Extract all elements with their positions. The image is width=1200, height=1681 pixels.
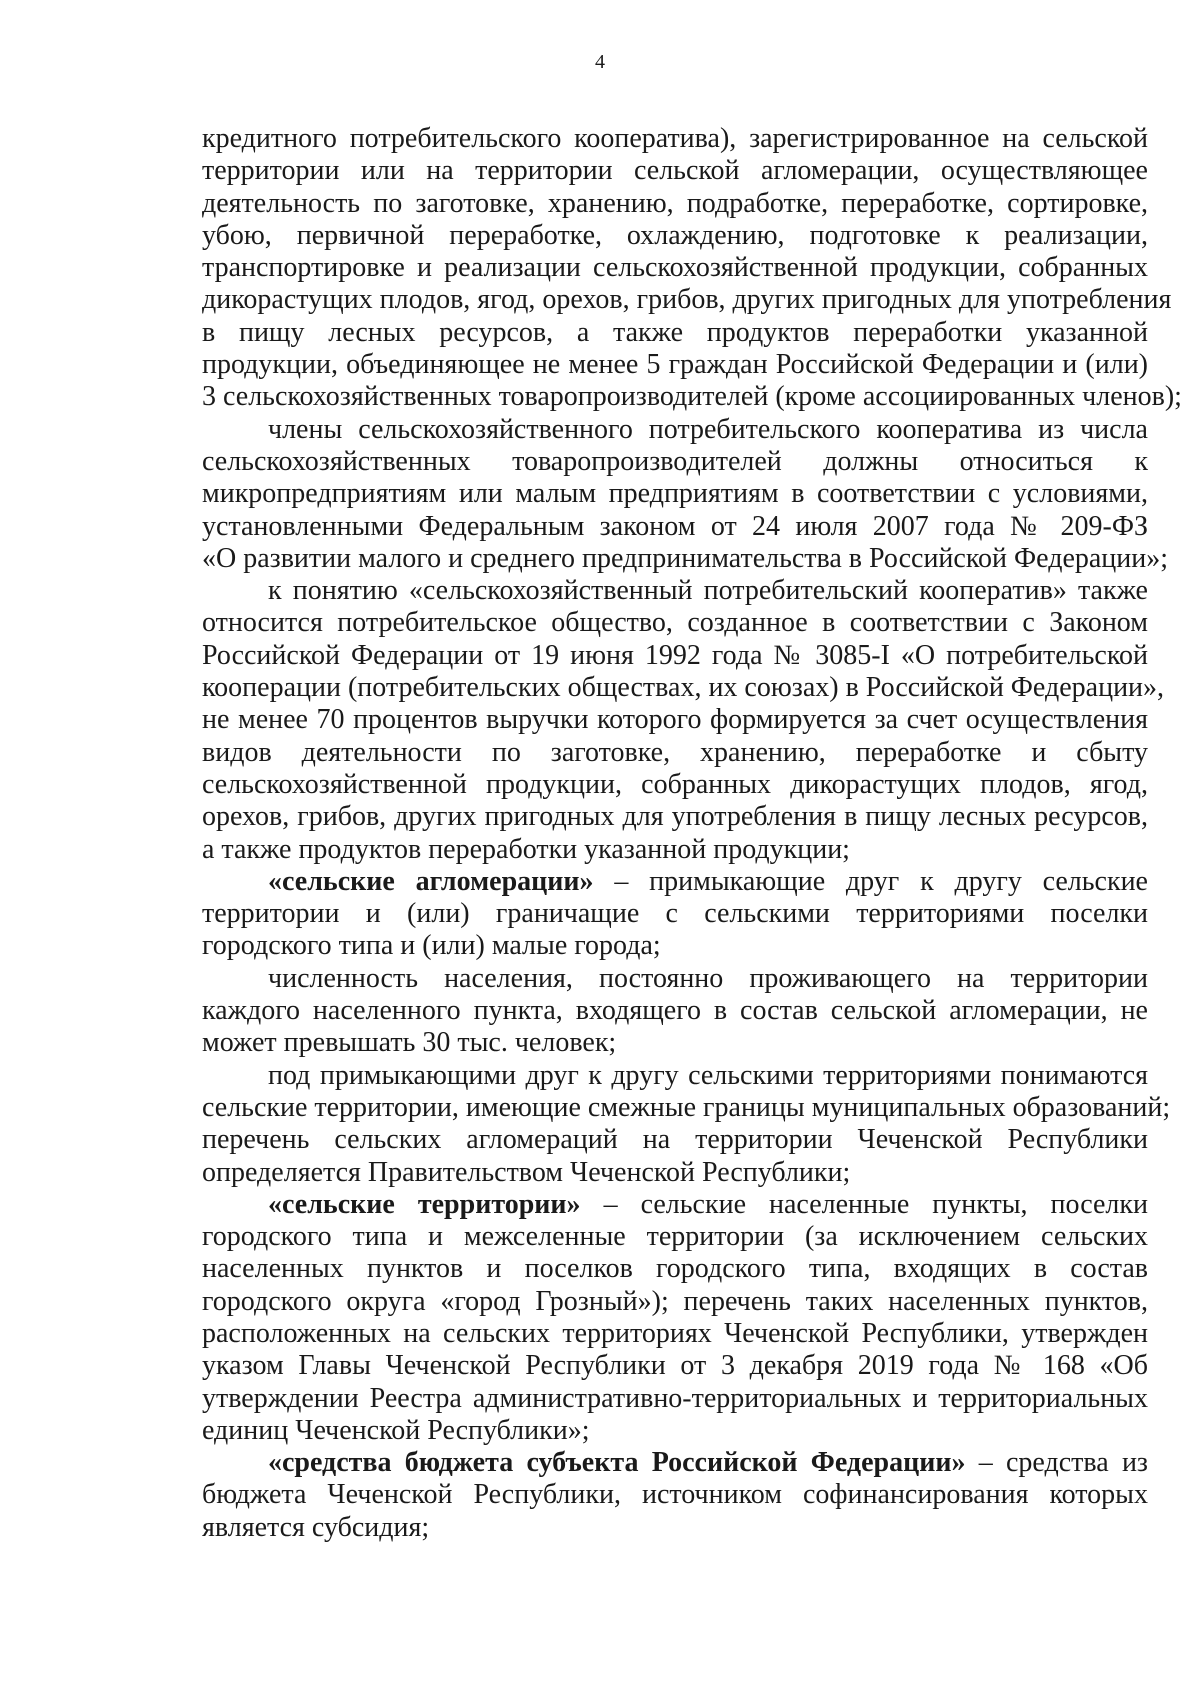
line-text: кредитного потребительского кооператива), зарегистрированное на сельской [202,123,1148,154]
text-line [202,1286,1148,1318]
text-line [202,1350,1148,1382]
text-line [202,1318,1148,1350]
text-line [202,284,1172,316]
text-line [202,1383,1148,1415]
text-line [202,1415,1148,1447]
defined-term: «сельские агломерации» [268,865,594,897]
text-line [202,607,1148,639]
text-line [202,511,1148,543]
text-line [202,381,1182,413]
line-text: расположенных на сельских территориях Чеченской Республики, утвержден [202,1317,1148,1349]
paragraph [202,575,1165,866]
text-line [202,349,1148,381]
text-line [202,1091,1171,1124]
line-text: сельскохозяйственной продукции, собранных дикорастущих плодов, ягод, [202,768,1148,800]
line-text: территории или на территории сельской агломерации, осуществляющее [202,155,1148,187]
text-line [202,123,1148,155]
line-text: а также продуктов переработки указанной продукции; [202,833,850,865]
line-text: в пищу лесных ресурсов, а также продуктов переработки указанной [202,316,1148,348]
line-text: «О развитии малого и среднего предпринимательства в Российской Федерации»; [202,542,1169,574]
text-line [202,542,1169,575]
line-text: кооперации (потребительских обществах, их союзах) в Российской Федерации», [202,672,1165,704]
text-line [202,930,1148,962]
line-text: указом Главы Чеченской Республики от 3 декабря 2019 года № 168 «Об [202,1350,1148,1382]
line-text: утверждении Реестра административно-территориальных и территориальных [202,1382,1148,1414]
line-text: может превышать 30 тыс. человек; [202,1027,617,1059]
text-line [202,1027,1148,1059]
text-line [202,704,1148,736]
text-line [202,1221,1148,1253]
text-line [202,1060,1148,1092]
line-text: единиц Чеченской Республики»; [202,1414,590,1446]
paragraph [202,1189,1148,1447]
text-line [202,737,1148,769]
text-line [202,1253,1148,1285]
line-text: территории и (или) граничащие с сельскими территориями поселки [202,898,1148,930]
line-text: не менее 70 процентов выручки которого формируется за счет осуществления [202,704,1148,736]
line-text: деятельность по заготовке, хранению, подработке, переработке, сортировке, [202,187,1148,219]
line-text: дикорастущих плодов, ягод, орехов, грибов, других пригодных для употребления [202,284,1172,316]
line-text: сельскохозяйственных товаропроизводителей должны относиться к [202,445,1148,477]
text-line [202,317,1148,349]
line-text: бюджета Чеченской Республики, источником софинансирования которых [202,1479,1148,1511]
page-number: 4 [595,51,605,73]
line-text: численность населения, постоянно проживающего на территории [268,962,1148,994]
line-text: орехов, грибов, других пригодных для употребления в пищу лесных ресурсов, [202,801,1148,833]
document-body [202,123,1182,1544]
text-line [202,801,1148,833]
paragraph [202,123,1182,414]
line-text: под примыкающими друг к другу сельскими территориями понимаются [268,1059,1148,1091]
line-text: городского округа «город Грозный»); перечень таких населенных пунктов, [202,1285,1148,1317]
paragraph [202,963,1148,1060]
text-line [202,414,1148,446]
paragraph [202,1447,1148,1544]
paragraph [202,866,1148,963]
line-text: убою, первичной переработке, охлаждению, подготовке к реализации, [202,219,1148,251]
defined-term: «сельские территории» [268,1188,581,1220]
line-text: микропредприятиям или малым предприятиям в соответствии с условиями, [202,478,1148,510]
text-line [202,220,1148,252]
text-line [202,1189,1148,1221]
line-text: члены сельскохозяйственного потребительского кооператива из числа [268,413,1148,445]
line-text: – сельские населенные пункты, поселки [580,1188,1148,1220]
line-text: перечень сельских агломераций на территории Чеченской Республики [202,1124,1148,1156]
text-line [202,640,1148,672]
text-line [202,866,1148,898]
text-line [202,769,1148,801]
line-text: городского типа и (или) малые города; [202,930,661,962]
text-line [202,1124,1148,1156]
line-text: видов деятельности по заготовке, хранению, переработке и сбыту [202,736,1148,768]
text-line [202,575,1148,607]
text-line [202,995,1148,1027]
text-line [202,1157,1148,1189]
text-line [202,898,1148,930]
line-text: – примыкающие друг к другу сельские [593,865,1148,897]
text-line [202,478,1148,510]
line-text: каждого населенного пункта, входящего в состав сельской агломерации, не [202,995,1148,1027]
line-text: определяется Правительством Чеченской Республики; [202,1156,851,1188]
paragraph [202,1059,1171,1189]
line-text: продукции, объединяющее не менее 5 граждан Российской Федерации и (или) [202,349,1148,381]
line-text: городского типа и межселенные территории (за исключением сельских [202,1221,1148,1253]
paragraph [202,413,1169,575]
line-text: сельские территории, имеющие смежные границы муниципальных образований; [202,1091,1171,1123]
text-line [202,446,1148,478]
line-text: Российской Федерации от 19 июня 1992 года № 3085-I «О потребительской [202,639,1148,671]
line-text: установленными Федеральным законом от 24 июля 2007 года № 209-ФЗ [202,510,1148,542]
line-text: является субсидия; [202,1511,430,1543]
text-line [202,155,1148,187]
text-line [202,963,1148,995]
text-line [202,252,1148,284]
text-line [202,1512,1148,1544]
line-text: 3 сельскохозяйственных товаропроизводителей (кроме ассоциированных членов); [202,381,1182,413]
text-line [202,834,1148,866]
line-text: к понятию «сельскохозяйственный потребительский кооператив» также [268,575,1148,607]
line-text: относится потребительское общество, созданное в соответствии с Законом [202,607,1148,639]
text-line [202,672,1165,704]
text-line [202,1479,1148,1511]
text-line [202,1447,1148,1479]
line-text: населенных пунктов и поселков городского типа, входящих в состав [202,1253,1148,1285]
defined-term: «средства бюджета субъекта Российской Федерации» [268,1447,966,1479]
line-text: транспортировке и реализации сельскохозяйственной продукции, собранных [202,252,1148,284]
line-text: – средства из [965,1447,1148,1479]
text-line [202,188,1148,220]
